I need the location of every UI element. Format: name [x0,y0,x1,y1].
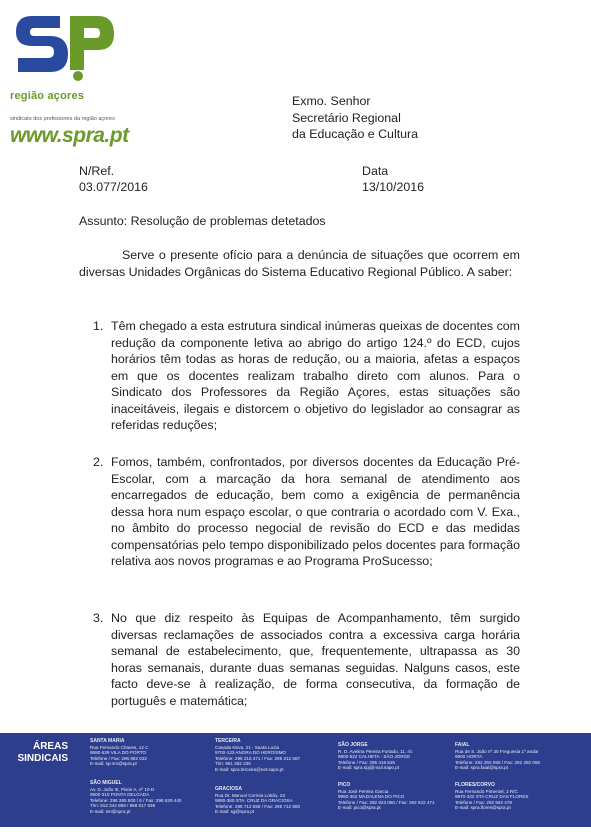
footer-area-line: R. D. Avelina Pereira Furtado, 11, r/c [338,748,413,754]
footer-title: ÁREAS SINDICAIS [17,741,68,764]
list-item-text: Têm chegado a esta estrutura sindical inúmeras queixas de docentes com redução da componente letiva ao abrigo do artigo 124.º do ECD, cujos horários têm todas as horas de redução, ou a maioria, afetas a espaços em que os docentes realizam trabalho direto com alunos. Para o Sindicato dos Professores da Região Açores, estas situações são inaceitáveis, ilegais e distorcem o objetivo do legislador ao consagrar as referidas reduções; [111,319,520,432]
footer-area-line: Rua Fernando Chaves, 12 C [90,744,149,750]
footer-area-line: Av. D. João III, Pisos A, nº 10-D [90,786,155,792]
footer-bar [0,733,591,827]
footer-area-line: 9970-332 STA CRUZ DAS FLORES [455,794,529,800]
footer-area-line: Telefone / Fax: 295 416 525 [338,759,395,765]
footer-area-line: 9800-522 CALHETA - SÃO JORGE [338,754,411,760]
footer-area-title: SANTA MARIA [90,738,125,744]
footer-area [90,739,190,767]
footer-area-title: PICO [338,782,351,788]
footer-area-title: GRACIOSA [215,786,242,792]
footer-area-line: E-mail: sg@spra.pt [215,809,255,815]
footer-area-line: Telefone / Fax: 292 623 050 / Fax: 292 622 471 [338,799,435,805]
footer-area [455,743,575,771]
footer-area-title: SÃO MIGUEL [90,780,122,786]
footer-area-line: 9580-539 VILA DO PORTO [90,750,147,756]
footer-area [338,743,448,771]
list-item-number: 3. [93,611,104,625]
footer-area-line: 9880-380 STA. CRUZ DA GRACIOSA [215,798,293,804]
footer-area-line: 9900 HORTA [455,754,483,760]
footer-area [90,781,200,815]
footer-area-line: Telefone / Fax: 296 882 632 [90,755,147,761]
footer-area [455,783,575,811]
footer-area-line: E-mail: spra.spj@mail.sapo.pt [338,765,400,771]
footer-area-line: Rua de S. João nº 30 Freguesia 1º andar [455,748,539,754]
footer-area-title: SÃO JORGE [338,742,368,748]
footer-area-line: Rua Dr. Manuel Correia Lobão, 23 [215,792,285,798]
footer-area [215,787,325,815]
footer-area-line: Telefone / Fax: 292 592 478 [455,799,512,805]
addressee-line: Exmo. Senhor [292,94,371,108]
reference-value: 03.077/2016 [79,180,148,194]
date-label: Data [362,164,389,178]
logo-tagline: sindicato dos professores da região açores [10,116,115,122]
logo-name: região açores [10,90,85,102]
list-item-text: No que diz respeito às Equipas de Acompanhamento, têm surgido diversas reclamações de associados contra a excessiva carga horária semanal de estabelecimento, que, frequentemente, ultrapassa as 30 horas semanais, durante duas semanas seguidas. Nalguns casos, este facto deve-se à realização, de forma consecutiva, da formação de português e matemática; [111,611,520,708]
logo-url[interactable]: www.spra.pt [10,124,129,147]
footer-area-line: 9700-133 ANGRA DO HEROÍSMO [215,750,286,756]
footer-area-line: Canada Nova, 21 - Santa Luzia [215,744,280,750]
addressee-line: Secretário Regional [292,110,401,125]
footer-area-line: E-mail: sm@spra.pt [90,808,131,814]
footer-area-line: Telefone: 295 712 555 / Fax: 295 712 880 [215,803,301,809]
footer-area-line: 9500-310 PONTA DELGADA [90,792,150,798]
list-item [93,610,520,709]
footer-area-line: Telefone: 295 215 471 / Fax: 295 212 687 [215,755,301,761]
addressee-block [292,93,418,143]
addressee-line: da Educação e Cultura [292,127,419,141]
footer-area [215,739,325,773]
footer-area-line: Rua Fernando Pimentel, 2 R/C [455,788,518,794]
footer-area-line: Tlm: 961 362 236 [215,761,251,767]
footer-area-line: E-mail: spra.flores@spra.pt [455,805,511,811]
list-item [93,318,520,434]
footer-area-line: Telefone: 292 292 050 / Fax: 292 292 050 [455,759,541,765]
footer-area-line: E-mail: pico@spra.pt [338,805,381,811]
list-item-number: 1. [93,319,104,333]
footer-area-line: Rua José Pereira Garcia [338,788,389,794]
footer-area [338,783,448,811]
list-item [93,454,520,570]
footer-area-line: Telefone: 296 285 900 / 6 / Fax: 296 629 440 [90,797,182,803]
footer-area-title: TERCEIRA [215,738,241,744]
date-value: 13/10/2016 [362,180,425,194]
list-item-number: 2. [93,455,104,469]
footer-area-line: E-mail: spra.faial@spra.pt [455,765,508,771]
footer-area-line: Tlm: 912 344 869 / 968 617 636 [90,803,156,809]
footer-area-title: FAIAL [455,742,470,748]
subject-line: Assunto: Resolução de problemas detetados [79,214,326,228]
footer-area-title: FLORES/CORVO [455,782,495,788]
spra-logo [10,10,145,168]
footer-area-line: 9950-362 MADALENA DO PICO [338,794,405,800]
reference-label: N/Ref. [79,164,115,178]
intro-paragraph: Serve o presente ofício para a denúncia de situações que ocorrem em diversas Unidades Orgânicas do Sistema Educativo Regional Público. A saber: [79,248,520,279]
footer-area-line: E-mail: spra.terceira@net.sapo.pt [215,766,284,772]
footer-area-line: E-mail: sp-sm@spra.pt [90,761,137,767]
list-item-text: Fomos, também, confrontados, por diversos docentes da Educação Pré-Escolar, com a marcação da hora semanal de atendimento aos encarregados de educação, bem como a exigência de permanência dessa hora num espaço escolar, o que contraria o acordado com V. Exa., no âmbito do processo negocial de revisão do ECD e das medidas compensatórias pelo tempo disponibilizado pelos docentes para formação relativa aos novos programas e ao Programa ProSucesso; [111,455,520,568]
spra-logo-mark [10,10,120,90]
